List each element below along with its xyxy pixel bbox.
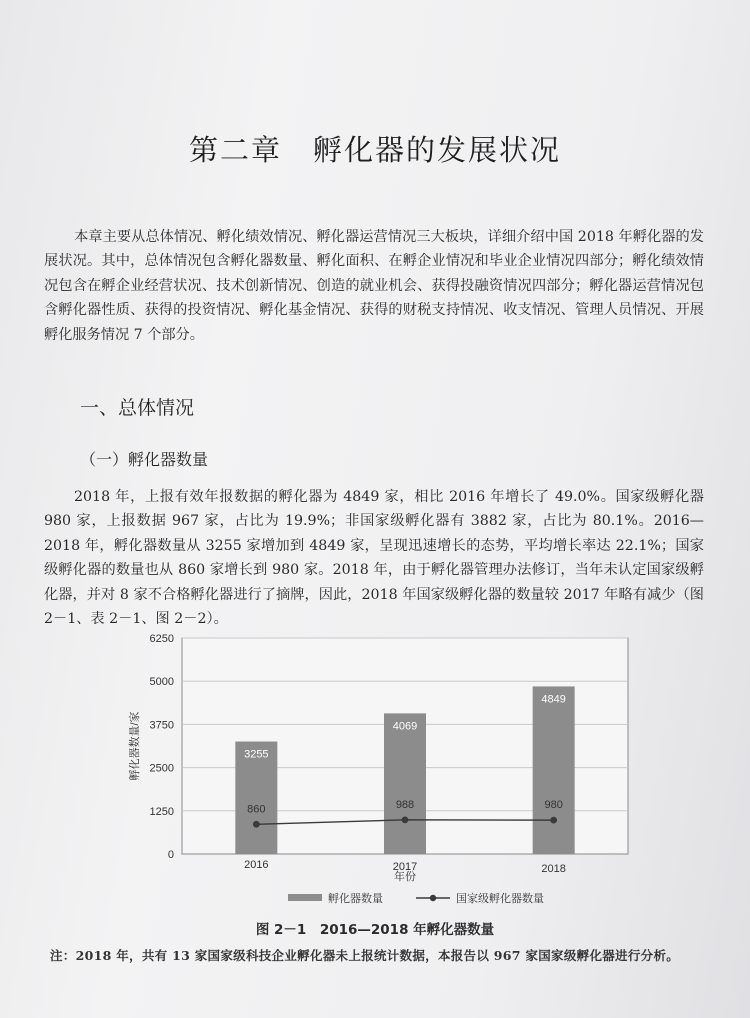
y-tick-label: 3750 — [149, 719, 174, 732]
bar-value-label: 4849 — [541, 693, 566, 706]
bar-value-label: 4069 — [392, 720, 418, 733]
intro-paragraph — [44, 225, 704, 347]
bar — [533, 686, 575, 854]
figure-caption: 图 2－1 2016—2018 年孵化器数量 — [255, 922, 495, 938]
body-paragraph — [44, 485, 704, 631]
x-tick-label: 2017 — [392, 861, 418, 873]
footnote: 注：2018 年，共有 13 家国家级科技企业孵化器未上报统计数据，本报告以 967 家国家级孵化器进行分析。 — [50, 948, 680, 963]
legend-line-marker — [430, 895, 436, 901]
y-tick-label: 6250 — [149, 633, 174, 645]
x-axis-label: 年份 — [394, 871, 416, 883]
subsection-heading: （一）孵化器数量 — [80, 450, 209, 469]
intro-paragraph-text: 本章主要从总体情况、孵化绩效情况、孵化器运营情况三大板块，详细介绍中国 2018 年孵化器的发展状况。其中，总体情况包含孵化器数量、孵化面积、在孵企业情况和毕业企业情况四部分；孵化绩效情况包含在孵企业经营状况、技术创新情况、创造的就业机会、获得投融资情况四部分；孵化器运营情况包含孵化器性质、获得的投资情况、孵化基金情况、获得的财税支持情况、收支情况、管理人员情况、开展孵化服务情况 7 个部分。 — [44, 229, 704, 343]
line-value-label: 988 — [395, 798, 415, 811]
legend-bar-swatch — [288, 894, 322, 901]
y-axis-label: 孵化器数量/家 — [129, 711, 141, 781]
line-point — [253, 821, 260, 828]
line-value-label: 860 — [247, 803, 266, 816]
body-paragraph-text: 2018 年，上报有效年报数据的孵化器为 4849 家，相比 2016 年增长了 49.0%。国家级孵化器 980 家，上报数据 967 家，占比为 19.9%；非国家级孵化器有 3882 家，占比为 80.1%。2016—2018 年，孵化器数量从 3255 家增加到 4849 家，呈现迅速增长的态势，平均增长率达 22.1%；国家级孵化器的数量也从 860 家增长到 980 家。2018 年，由于孵化器管理办法修订，当年未认定国家级孵化器，并对 8 家不合格孵化器进行了摘牌，因此，2018 年国家级孵化器的数量较 2017 年略有减少（图 2－1、表 2－1、图 2－2）。 — [44, 489, 704, 628]
line-value-label: 980 — [544, 799, 563, 812]
y-tick-label: 2500 — [149, 762, 174, 775]
line-point — [550, 817, 557, 824]
line-point — [402, 816, 409, 823]
x-tick-label: 2016 — [244, 859, 269, 871]
chapter-title: 第二章 孵化器的发展状况 — [188, 133, 561, 167]
legend-line-label: 国家级孵化器数量 — [456, 893, 544, 905]
bar-value-label: 3255 — [244, 748, 269, 761]
incubator-count-chart — [120, 628, 640, 916]
section-heading: 一、总体情况 — [80, 397, 195, 419]
bar — [384, 713, 426, 854]
legend-bar-label: 孵化器数量 — [328, 893, 383, 905]
chart-svg — [120, 628, 640, 916]
y-tick-label: 1250 — [149, 805, 174, 818]
x-tick-label: 2018 — [541, 863, 566, 875]
y-tick-label: 0 — [167, 849, 174, 861]
y-tick-label: 5000 — [149, 676, 174, 689]
